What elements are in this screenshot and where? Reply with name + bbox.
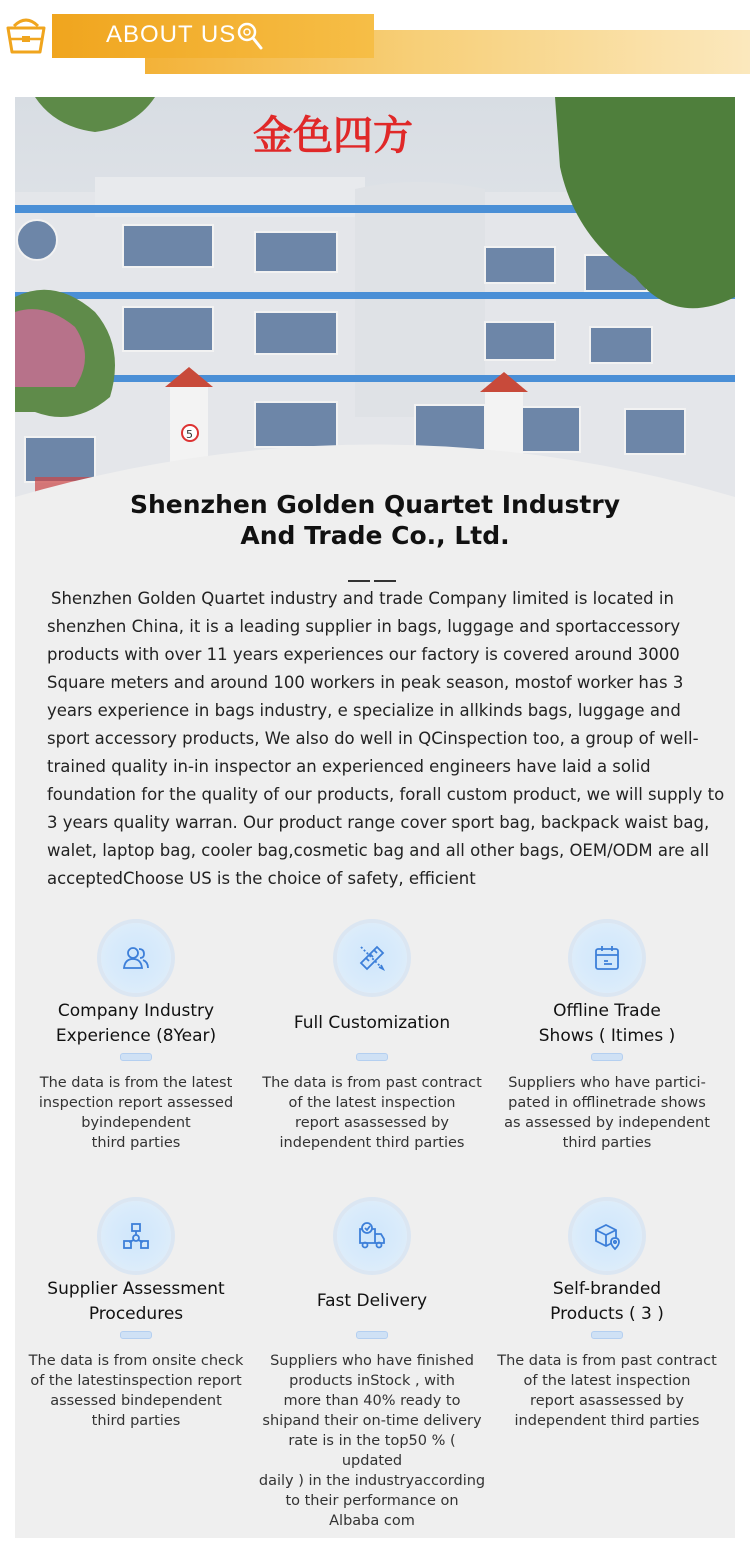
feature-description: The data is from onsite check of the latestinspection report assessed bindependent third parties — [28, 1353, 244, 1429]
feature-description: Suppliers who have partici- pated in offlinetrade shows as assessed by independent third parties — [504, 1075, 710, 1151]
feature-description: The data is from the latest inspection report assessed byindependent third parties — [38, 1075, 234, 1151]
magnifier-icon — [235, 20, 267, 58]
feature-title: Self-branded Products ( 3 ) — [550, 1279, 664, 1324]
feature-divider — [591, 1053, 623, 1061]
factory-sign-text: 金色四方 — [253, 113, 413, 159]
feature-divider — [591, 1331, 623, 1339]
company-name-line2: And Trade Co., Ltd. — [240, 521, 510, 550]
feature-description: The data is from past contract of the latest inspection report asassessed by independent third parties — [497, 1353, 717, 1429]
photo-arc-overlay — [15, 97, 735, 517]
network-icon — [101, 1201, 171, 1271]
title-divider — [348, 567, 400, 586]
company-description: Shenzhen Golden Quartet industry and trade Company limited is located in shenzhen China, it is a leading supplier in bags, luggage and sportaccessory products with over 11 years experiences our factory is covered around 3000 Square meters and around 100 workers in peak season, mostof worker has 3 years experience in bags industry, e specialize in allkinds bags, luggage and sport accessory products, We also do well in QCinspection too, a group of well-trained quality in-in inspector an experienced engineers have laid a solid foundation for the quality of our products, forall custom product, we will supply to 3 years quality warran. Our product range cover sport bag, backpack waist bag, walet, laptop bag, cooler bag,cosmetic bag and all other bags, OEM/ODM are all acceptedChoose US is the choice of safety, efficient — [47, 589, 725, 888]
calendar-icon — [572, 923, 642, 993]
box-location-icon — [572, 1201, 642, 1271]
about-panel — [15, 97, 735, 1538]
feature-title: Supplier Assessment Procedures — [47, 1279, 225, 1324]
shopping-bag-icon — [0, 12, 52, 60]
feature-title: Full Customization — [293, 1013, 451, 1033]
people-icon — [101, 923, 171, 993]
section-title-bar — [52, 14, 374, 58]
feature-title: Company Industry Experience (8Year) — [55, 1001, 217, 1046]
feature-description: The data is from past contract of the latest inspection report asassessed by independent third parties — [262, 1075, 482, 1151]
feature-divider — [356, 1053, 388, 1061]
gate-sign-number: 5 — [186, 428, 193, 441]
company-name-line1: Shenzhen Golden Quartet Industry — [129, 490, 621, 519]
delivery-truck-icon — [337, 1201, 407, 1271]
feature-divider — [356, 1331, 388, 1339]
section-title: ABOUT US — [106, 21, 237, 48]
company-name — [15, 489, 735, 551]
feature-divider — [120, 1331, 152, 1339]
feature-title: Offline Trade Shows ( Itimes ) — [538, 1001, 676, 1046]
feature-divider — [120, 1053, 152, 1061]
feature-title: Fast Delivery — [316, 1291, 428, 1311]
feature-description: Suppliers who have finished products inStock , with more than 40% ready to shipand their on-time delivery rate is in the top50 % ( updated daily ) in the industryaccording to their performance on Albaba com — [258, 1353, 486, 1529]
section-header — [0, 0, 750, 80]
ruler-pencil-icon — [337, 923, 407, 993]
